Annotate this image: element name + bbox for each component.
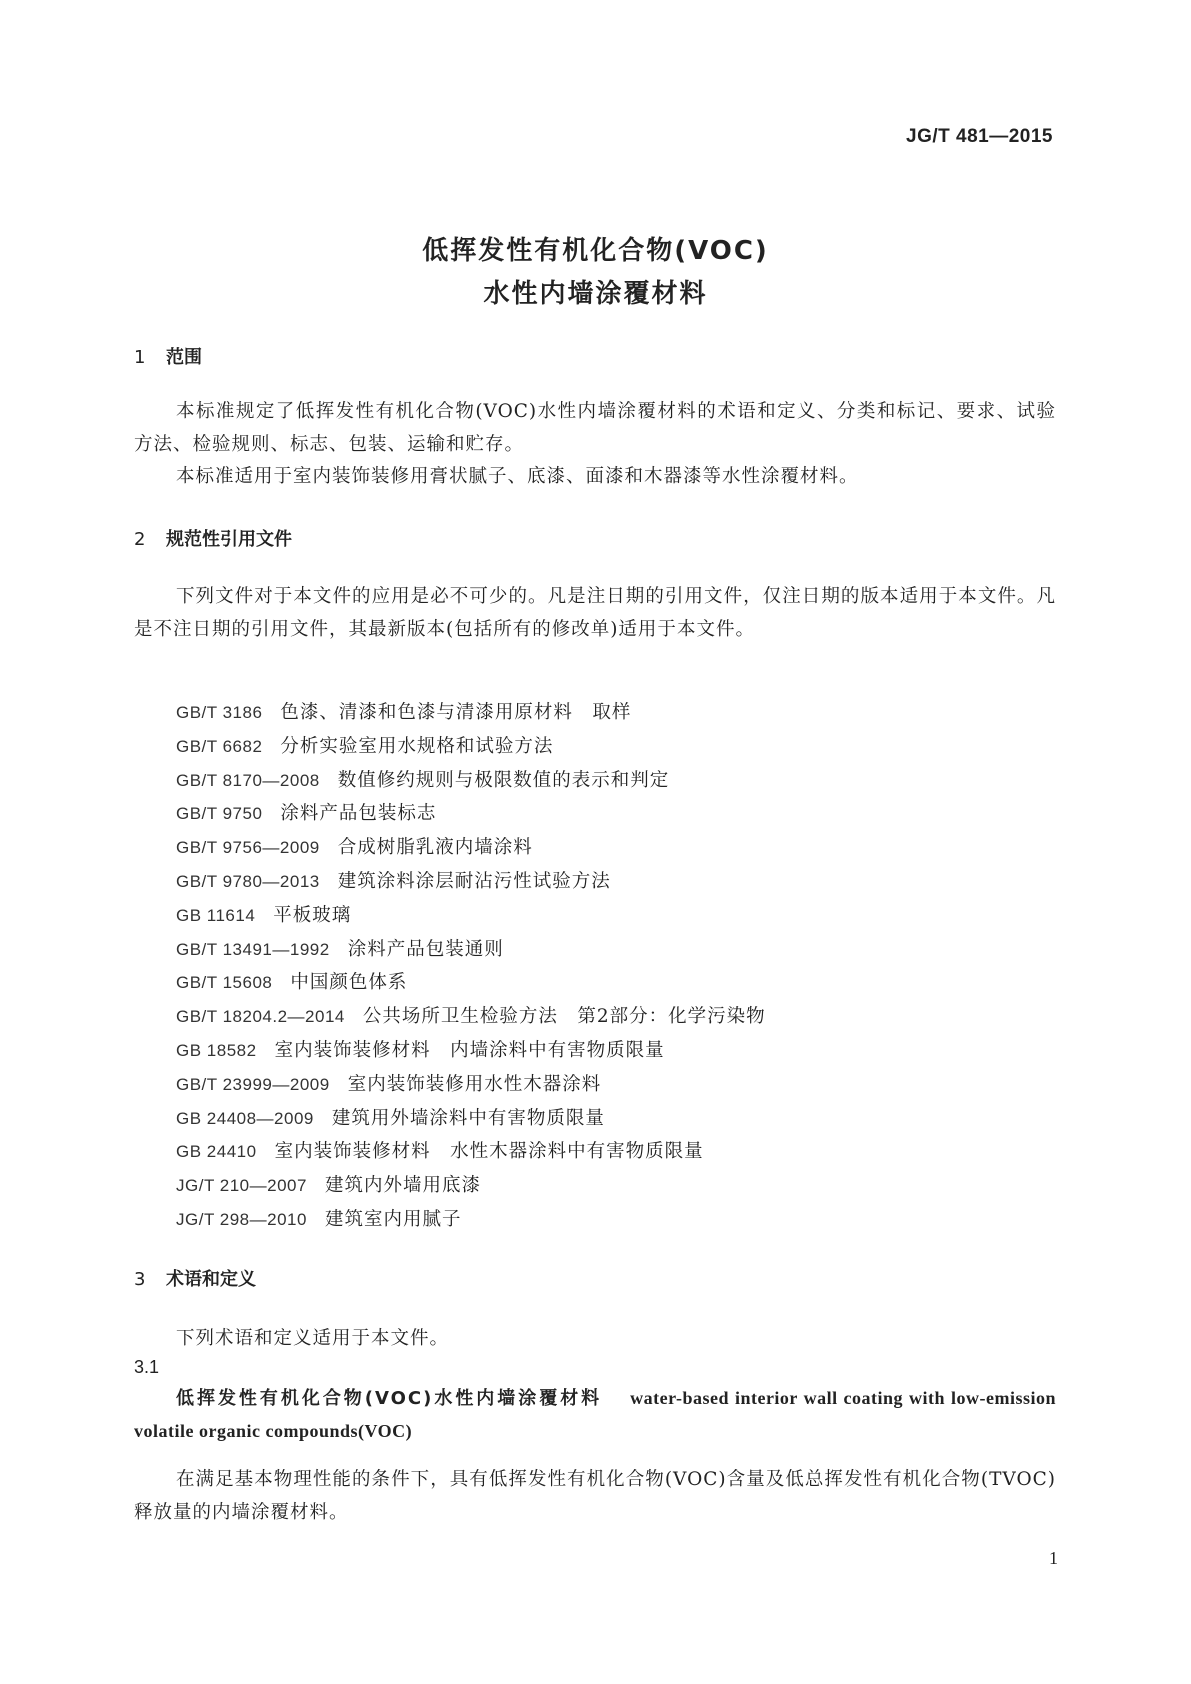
reference-item	[176, 1203, 766, 1237]
term-chinese: 低挥发性有机化合物(VOC)水性内墙涂覆材料	[176, 1388, 603, 1409]
section-number: 2	[134, 529, 146, 550]
reference-item	[176, 730, 766, 764]
section-title: 范围	[166, 347, 202, 368]
section-1-heading	[134, 343, 202, 369]
reference-item	[176, 1169, 766, 1203]
reference-code: GB/T 9756—2009	[176, 838, 320, 858]
reference-code: JG/T 298—2010	[176, 1209, 307, 1229]
reference-title: 建筑用外墙涂料中有害物质限量	[331, 1107, 605, 1129]
reference-title: 室内装饰装修用水性木器涂料	[347, 1073, 602, 1095]
reference-code: GB/T 23999—2009	[176, 1074, 330, 1094]
page-number: 1	[1049, 1548, 1058, 1568]
scope-paragraph-2: 本标准适用于室内装饰装修用膏状腻子、底漆、面漆和木器漆等水性涂覆材料。	[176, 466, 859, 487]
reference-item	[176, 1000, 766, 1034]
reference-code: GB 18582	[176, 1040, 257, 1060]
reference-item	[176, 933, 766, 967]
reference-code: GB 11614	[176, 905, 256, 925]
reference-list	[176, 696, 766, 1237]
reference-title: 色漆、清漆和色漆与清漆用原材料 取样	[280, 702, 632, 723]
reference-title: 合成树脂乳液内墙涂料	[337, 837, 533, 859]
reference-code: GB/T 13491—1992	[176, 939, 330, 959]
document-title-line-2: 水性内墙涂覆材料	[483, 279, 708, 309]
reference-item	[176, 797, 766, 831]
reference-item	[176, 899, 766, 933]
reference-code: GB/T 9750	[176, 804, 263, 824]
reference-item	[176, 865, 766, 899]
document-title-line-1: 低挥发性有机化合物(VOC)	[422, 236, 769, 266]
reference-item	[176, 1102, 766, 1136]
reference-title: 分析实验室用水规格和试验方法	[280, 735, 554, 757]
reference-title: 数值修约规则与极限数值的表示和判定	[337, 769, 670, 791]
reference-title: 平板玻璃	[273, 904, 352, 926]
section-2-heading	[134, 525, 292, 551]
section-3-heading	[134, 1265, 256, 1291]
reference-item	[176, 1068, 766, 1102]
reference-item	[176, 764, 766, 798]
reference-code: GB/T 9780—2013	[176, 871, 320, 891]
reference-title: 室内装饰装修材料 水性木器涂料中有害物质限量	[274, 1141, 704, 1163]
reference-code: GB/T 18204.2—2014	[176, 1007, 345, 1027]
reference-title: 建筑内外墙用底漆	[324, 1175, 481, 1197]
terms-intro: 下列术语和定义适用于本文件。	[176, 1328, 450, 1349]
normative-references-intro: 下列文件对于本文件的应用是必不可少的。凡是注日期的引用文件，仅注日期的版本适用于本文件。凡是不注日期的引用文件，其最新版本(包括所有的修改单)适用于本文件。	[134, 586, 1056, 640]
reference-code: GB/T 6682	[176, 736, 263, 756]
section-title: 术语和定义	[166, 1269, 256, 1290]
reference-code: GB 24408—2009	[176, 1108, 314, 1128]
reference-code: GB/T 15608	[176, 973, 273, 993]
section-title: 规范性引用文件	[166, 529, 292, 550]
reference-item	[176, 1135, 766, 1169]
document-code: JG/T 481—2015	[906, 126, 1053, 147]
scope-paragraph-1: 本标准规定了低挥发性有机化合物(VOC)水性内墙涂覆材料的术语和定义、分类和标记、要求、试验方法、检验规则、标志、包装、运输和贮存。	[134, 401, 1056, 455]
term-english: water-based interior wall coating with low-emission volatile organic compounds(VOC)	[134, 1388, 1057, 1441]
reference-title: 中国颜色体系	[290, 972, 408, 994]
reference-code: GB/T 8170—2008	[176, 770, 320, 790]
reference-title: 公共场所卫生检验方法 第2部分：化学污染物	[362, 1006, 766, 1028]
reference-item	[176, 966, 766, 1000]
reference-title: 涂料产品包装通则	[347, 938, 504, 960]
section-number: 1	[134, 347, 146, 368]
reference-title: 涂料产品包装标志	[280, 803, 437, 825]
term-entry	[134, 1382, 1056, 1448]
section-number: 3	[134, 1269, 146, 1290]
reference-item	[176, 1034, 766, 1068]
reference-title: 建筑室内用腻子	[324, 1208, 462, 1230]
reference-code: GB 24410	[176, 1142, 257, 1162]
reference-item	[176, 696, 766, 730]
reference-title: 建筑涂料涂层耐沾污性试验方法	[337, 870, 611, 892]
reference-title: 室内装饰装修材料 内墙涂料中有害物质限量	[274, 1039, 665, 1061]
term-definition: 在满足基本物理性能的条件下，具有低挥发性有机化合物(VOC)含量及低总挥发性有机化合物(TVOC)释放量的内墙涂覆材料。	[134, 1469, 1056, 1523]
reference-code: GB/T 3186	[176, 703, 263, 722]
reference-item	[176, 831, 766, 865]
clause-number: 3.1	[134, 1357, 160, 1377]
reference-code: JG/T 210—2007	[176, 1176, 307, 1196]
